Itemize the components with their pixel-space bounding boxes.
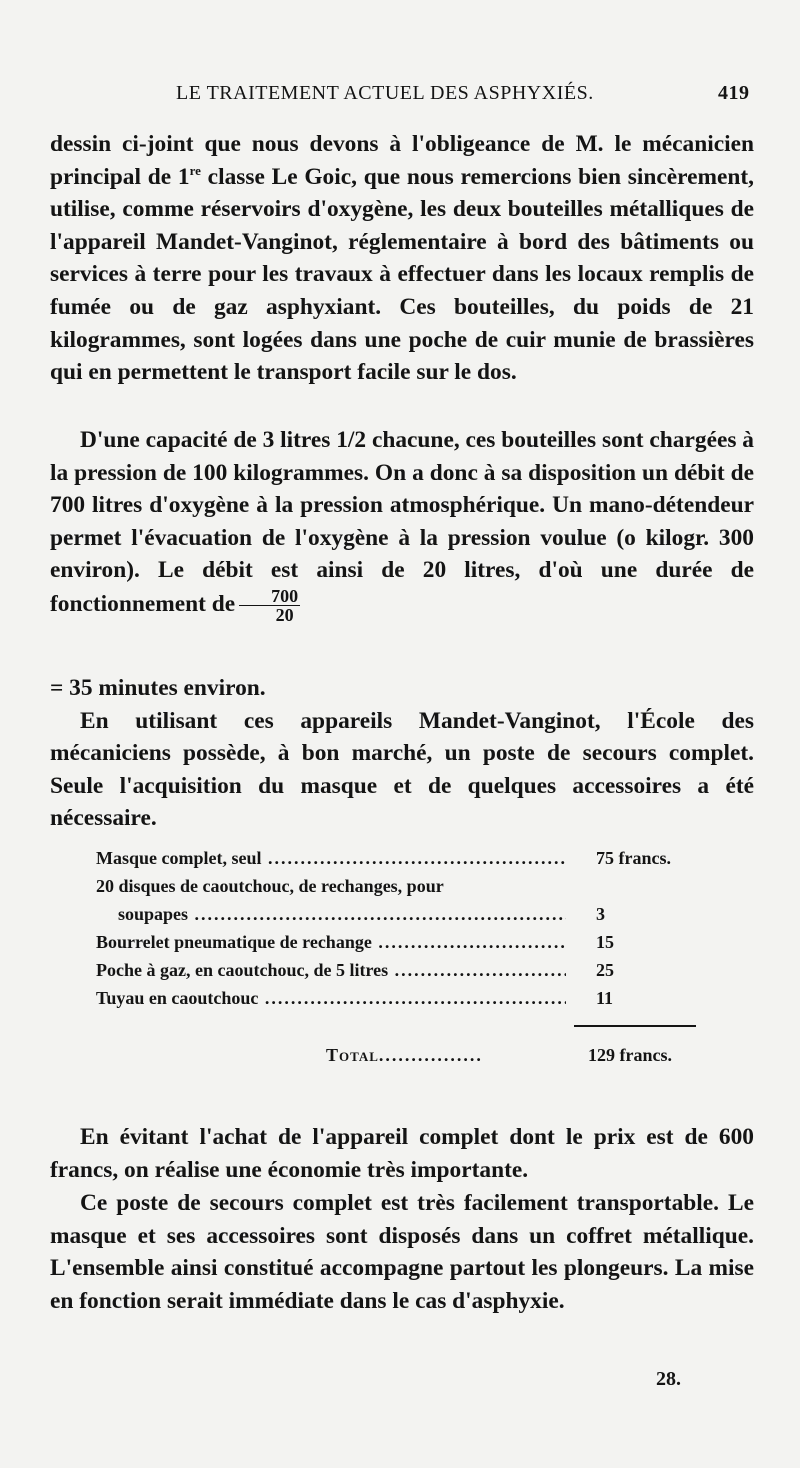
cost-row xyxy=(96,932,700,960)
cost-row xyxy=(96,876,700,904)
paragraph-3b-text: En utilisant ces appareils Mandet-Vanginot, l'École des mécaniciens possède, à bon marché, un poste de secours complet. Seule l'acquisition du masque et de quelques accessoires a été nécessaire. xyxy=(50,707,754,832)
paragraph-3-result: = 35 minutes environ. xyxy=(50,675,266,701)
cost-table xyxy=(96,848,700,1016)
cost-price: 11 xyxy=(596,988,614,1008)
cost-label: Masque complet, seul ..... xyxy=(96,848,566,869)
paragraph-1-text-a: dessin ci-joint que nous devons à l'obligeance de M. le mécanicien principal de 1 xyxy=(50,131,754,190)
paragraph-5 xyxy=(50,1187,754,1317)
cost-label: soupapes ..... xyxy=(118,904,566,925)
paragraph-4 xyxy=(50,1121,754,1186)
cost-price: 25 xyxy=(596,960,614,980)
total-dots: ................ xyxy=(378,1045,483,1065)
paragraph-2-text: D'une capacité de 3 litres 1/2 chacune, ces bouteilles sont chargées à la pression de 100 kilogrammes. On a donc à sa disposition un débit de 700 litres d'oxygène à la pression atmosphérique. Un mano-détendeur permet l'évacuation de l'oxygène à la pression voulue (o kilogr. 300 environ). Le débit est ainsi de 20 litres, d'où une durée de fonctionnement de xyxy=(50,427,754,617)
header-title: LE TRAITEMENT ACTUEL DES ASPHYXIÉS. xyxy=(176,82,594,104)
paragraph-4-text: En évitant l'achat de l'appareil complet dont le prix est de 600 francs, on réalise une économie très importante. xyxy=(50,1124,754,1183)
fraction-denominator: 20 xyxy=(275,604,294,625)
running-header xyxy=(0,82,800,112)
ordinal-superscript: re xyxy=(189,162,201,178)
cost-total xyxy=(326,1045,672,1066)
cost-label: Bourrelet pneumatique de rechange ..... xyxy=(96,932,566,953)
cost-label: 20 disques de caoutchouc, de rechanges, pour xyxy=(96,876,444,896)
cost-price: 75 francs. xyxy=(596,848,671,868)
signature-mark: 28. xyxy=(656,1368,681,1390)
total-separator xyxy=(574,1025,696,1027)
cost-price: 3 xyxy=(596,904,605,924)
cost-label: Tuyau en caoutchouc ..... xyxy=(96,988,566,1009)
cost-label: Poche à gaz, en caoutchouc, de 5 litres ..... xyxy=(96,960,566,981)
fraction-numerator: 700 xyxy=(239,587,300,606)
cost-row xyxy=(96,960,700,988)
paragraph-1 xyxy=(50,128,754,389)
paragraph-2 xyxy=(50,424,754,624)
paragraph-3 xyxy=(50,672,754,835)
paragraph-5-text: Ce poste de secours complet est très facilement transportable. Le masque et ses accessoires sont disposés dans un coffret métallique. L'ensemble ainsi constitué accompagne partout les plongeurs. La mise en fonction serait immédiate dans le cas d'asphyxie. xyxy=(50,1190,754,1314)
cost-row xyxy=(96,988,700,1016)
page-number: 419 xyxy=(718,82,750,104)
total-value: 129 francs. xyxy=(588,1045,672,1065)
fraction xyxy=(239,587,300,624)
cost-price: 15 xyxy=(596,932,614,952)
cost-row xyxy=(96,848,700,876)
total-label: Total xyxy=(326,1045,379,1065)
cost-row xyxy=(96,904,700,932)
paragraph-1-text-b: classe Le Goic, que nous remercions bien sincèrement, utilise, comme réservoirs d'oxygène, les deux bouteilles métalliques de l'appareil Mandet-Vanginot, réglementaire à bord des bâtiments ou services à terre pour les travaux à effectuer dans les locaux remplis de fumée ou de gaz asphyxiant. Ces bouteilles, du poids de 21 kilogrammes, sont logées dans une poche de cuir munie de brassières qui en permettent le transport facile sur le dos. xyxy=(50,163,754,386)
